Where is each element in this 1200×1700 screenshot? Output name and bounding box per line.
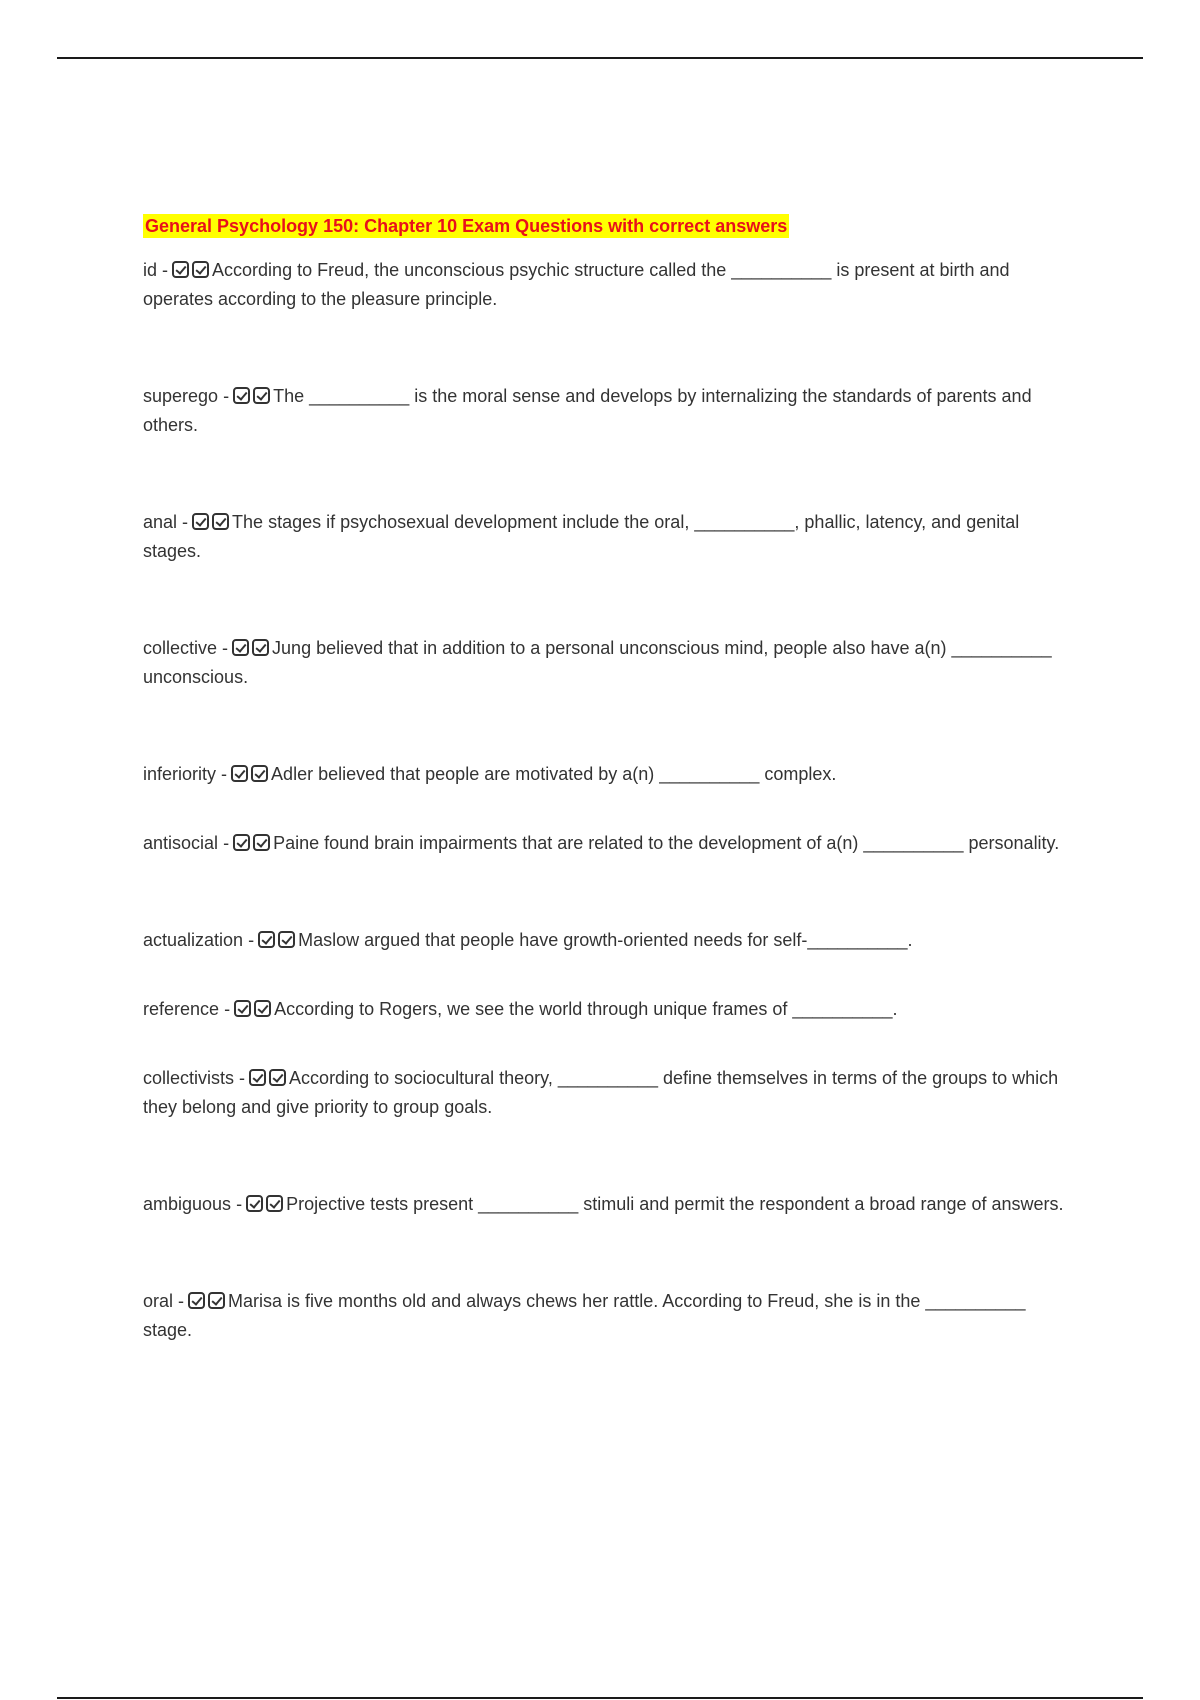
answer-separator: - bbox=[223, 833, 230, 853]
question-text: According to sociocultural theory, __________ define themselves in terms of the groups to which they belong and give priority to group goals. bbox=[143, 1068, 1059, 1117]
answer-separator: - bbox=[222, 638, 229, 658]
answer-term: ambiguous bbox=[143, 1194, 232, 1214]
answer-separator: - bbox=[182, 512, 189, 532]
question-text: Marisa is five months old and always chews her rattle. According to Freud, she is in the __________ stage. bbox=[143, 1291, 1026, 1340]
checkbox-checked-icon bbox=[253, 387, 270, 404]
header-rule bbox=[57, 57, 1143, 59]
qa-item bbox=[143, 1287, 1073, 1345]
checkbox-checked-icon bbox=[192, 513, 209, 530]
checkbox-checked-icon bbox=[234, 1000, 251, 1017]
question-text: The __________ is the moral sense and develops by internalizing the standards of parents and others. bbox=[143, 386, 1032, 435]
question-text: The stages if psychosexual development include the oral, __________, phallic, latency, and genital stages. bbox=[143, 512, 1020, 561]
question-list bbox=[143, 256, 1073, 1345]
question-text: Jung believed that in addition to a personal unconscious mind, people also have a(n) __________ unconscious. bbox=[143, 638, 1052, 687]
answer-separator: - bbox=[236, 1194, 243, 1214]
answer-separator: - bbox=[221, 764, 228, 784]
document-body bbox=[143, 214, 1073, 1345]
answer-separator: - bbox=[239, 1068, 246, 1088]
question-text: Projective tests present __________ stimuli and permit the respondent a broad range of answers. bbox=[286, 1194, 1064, 1214]
answer-separator: - bbox=[224, 999, 231, 1019]
checkbox-checked-icon bbox=[246, 1195, 263, 1212]
qa-item bbox=[143, 926, 1073, 955]
qa-item bbox=[143, 1064, 1073, 1122]
checkbox-checked-icon bbox=[252, 639, 269, 656]
document-title: General Psychology 150: Chapter 10 Exam Questions with correct answers bbox=[145, 216, 788, 236]
answer-term: oral bbox=[143, 1291, 174, 1311]
qa-item bbox=[143, 256, 1073, 314]
qa-item bbox=[143, 508, 1073, 566]
answer-term: collective bbox=[143, 638, 218, 658]
answer-term: anal bbox=[143, 512, 178, 532]
checkbox-checked-icon bbox=[188, 1292, 205, 1309]
answer-term: inferiority bbox=[143, 764, 217, 784]
question-text: According to Freud, the unconscious psychic structure called the __________ is present at birth and operates according to the pleasure principle. bbox=[143, 260, 1010, 309]
question-text: Adler believed that people are motivated by a(n) __________ complex. bbox=[271, 764, 837, 784]
answer-separator: - bbox=[162, 260, 169, 280]
checkbox-checked-icon bbox=[192, 261, 209, 278]
checkbox-checked-icon bbox=[172, 261, 189, 278]
answer-separator: - bbox=[223, 386, 230, 406]
qa-item bbox=[143, 829, 1073, 858]
answer-separator: - bbox=[248, 930, 255, 950]
checkbox-checked-icon bbox=[253, 834, 270, 851]
footer-rule bbox=[57, 1697, 1143, 1699]
question-text: According to Rogers, we see the world through unique frames of __________. bbox=[274, 999, 898, 1019]
checkbox-checked-icon bbox=[249, 1069, 266, 1086]
checkbox-checked-icon bbox=[266, 1195, 283, 1212]
checkbox-checked-icon bbox=[233, 387, 250, 404]
question-text: Paine found brain impairments that are related to the development of a(n) __________ personality. bbox=[273, 833, 1060, 853]
checkbox-checked-icon bbox=[254, 1000, 271, 1017]
checkbox-checked-icon bbox=[278, 931, 295, 948]
qa-item bbox=[143, 1190, 1073, 1219]
qa-item bbox=[143, 382, 1073, 440]
checkbox-checked-icon bbox=[251, 765, 268, 782]
answer-term: reference bbox=[143, 999, 220, 1019]
checkbox-checked-icon bbox=[212, 513, 229, 530]
qa-item bbox=[143, 995, 1073, 1024]
checkbox-checked-icon bbox=[258, 931, 275, 948]
checkbox-checked-icon bbox=[269, 1069, 286, 1086]
answer-term: collectivists bbox=[143, 1068, 235, 1088]
answer-separator: - bbox=[178, 1291, 185, 1311]
question-text: Maslow argued that people have growth-oriented needs for self-__________. bbox=[298, 930, 913, 950]
answer-term: superego bbox=[143, 386, 219, 406]
answer-term: antisocial bbox=[143, 833, 219, 853]
checkbox-checked-icon bbox=[232, 639, 249, 656]
qa-item bbox=[143, 760, 1073, 789]
checkbox-checked-icon bbox=[208, 1292, 225, 1309]
answer-term: id bbox=[143, 260, 158, 280]
checkbox-checked-icon bbox=[231, 765, 248, 782]
answer-term: actualization bbox=[143, 930, 244, 950]
qa-item bbox=[143, 634, 1073, 692]
checkbox-checked-icon bbox=[233, 834, 250, 851]
